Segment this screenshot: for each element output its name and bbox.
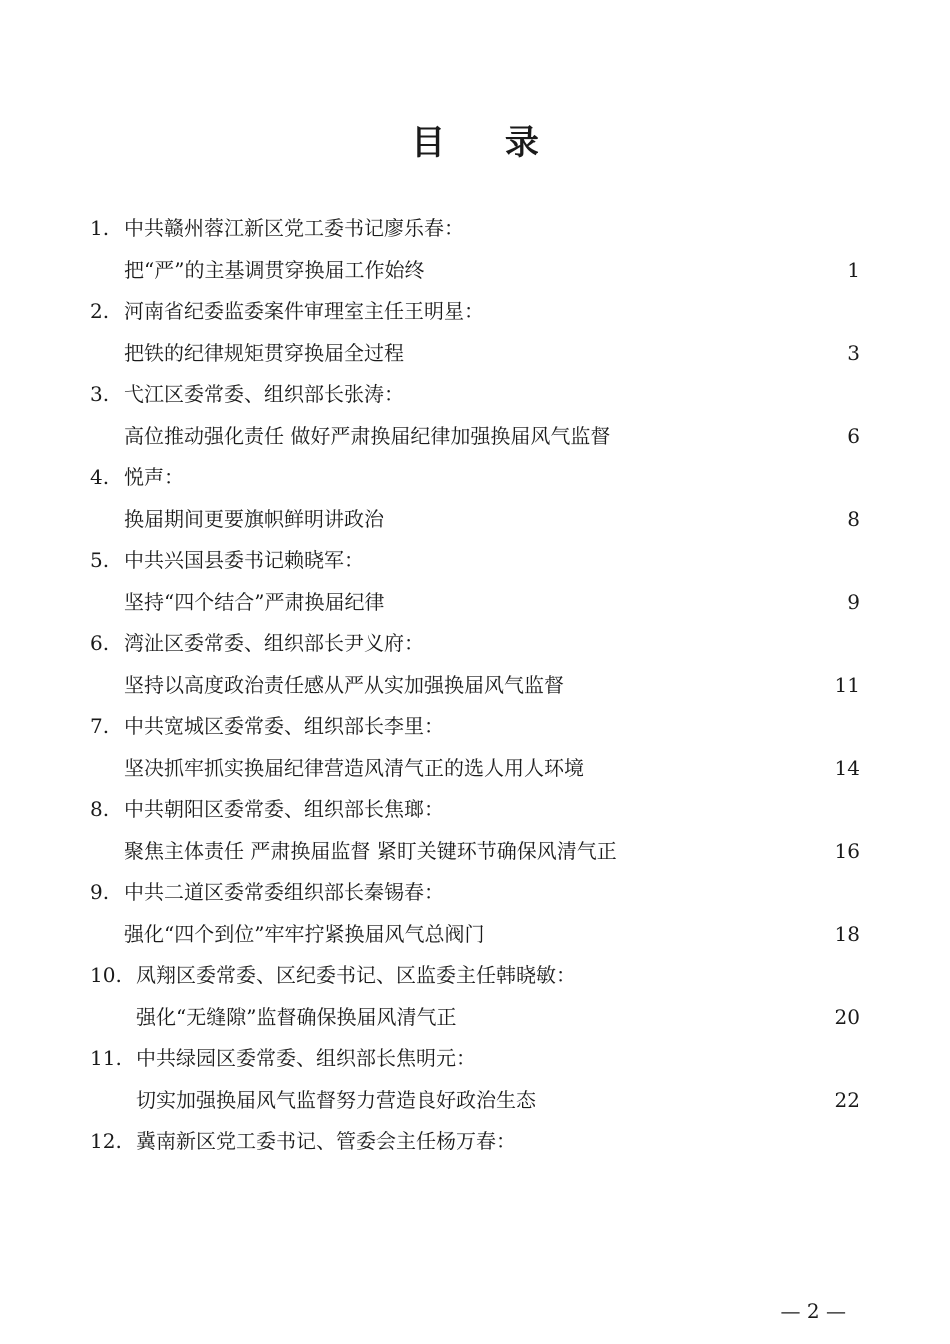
toc-entry-headline: 聚焦主体责任 严肃换届监督 紧盯关键环节确保风清气正 <box>124 839 617 863</box>
toc-entry-number: 7. <box>90 714 110 738</box>
toc-entry[interactable] <box>0 1038 950 1121</box>
toc-entry-number: 6. <box>90 631 110 655</box>
toc-entry-author <box>90 789 860 829</box>
toc-entry-author-text: 凤翔区委常委、区纪委书记、区监委主任韩晓敏： <box>136 963 576 987</box>
toc-entry-author-text: 中共二道区委常委组织部长秦锡春： <box>124 880 444 904</box>
toc-entry-headline: 坚持以高度政治责任感从严从实加强换届风气监督 <box>124 673 564 697</box>
page-number-footer: — 2 — <box>780 1299 846 1323</box>
toc-entry-headline: 切实加强换届风气监督努力营造良好政治生态 <box>136 1088 536 1112</box>
toc-entry-author-text: 弋江区委常委、组织部长张涛： <box>124 382 404 406</box>
toc-entry-page: 8 <box>847 507 860 531</box>
toc-entry-author-text: 河南省纪委监委案件审理室主任王明星： <box>124 299 484 323</box>
toc-entry-number: 9. <box>90 880 110 904</box>
toc-entry-author <box>90 706 860 746</box>
toc-entry[interactable] <box>0 457 950 540</box>
toc-entry-page: 3 <box>847 341 860 365</box>
toc-entry-author <box>90 291 860 331</box>
toc-entry-page: 16 <box>834 839 860 863</box>
toc-entry-author-text: 悦声： <box>124 465 184 489</box>
table-of-contents <box>0 208 950 1204</box>
toc-entry-number: 5. <box>90 548 110 572</box>
toc-entry-number: 2. <box>90 299 110 323</box>
toc-entry-headline: 换届期间更要旗帜鲜明讲政治 <box>124 507 384 531</box>
toc-entry-page: 22 <box>834 1088 860 1112</box>
toc-entry-author <box>90 872 860 912</box>
toc-entry-author-text: 中共宽城区委常委、组织部长李里： <box>124 714 444 738</box>
toc-entry-number: 8. <box>90 797 110 821</box>
toc-entry-author-text: 冀南新区党工委书记、管委会主任杨万春： <box>136 1129 516 1153</box>
toc-entry-author-text: 中共绿园区委常委、组织部长焦明元： <box>136 1046 476 1070</box>
toc-entry-author <box>90 623 860 663</box>
toc-entry-page: 11 <box>834 673 860 697</box>
toc-entry-author-text: 中共兴国县委书记赖晓军： <box>124 548 364 572</box>
toc-entry-page: 20 <box>834 1005 860 1029</box>
toc-entry-page: 9 <box>847 590 860 614</box>
toc-entry-page: 18 <box>834 922 860 946</box>
toc-entry[interactable] <box>0 789 950 872</box>
toc-entry-author-text: 中共赣州蓉江新区党工委书记廖乐春： <box>124 216 464 240</box>
toc-entry[interactable] <box>0 374 950 457</box>
toc-entry-headline: 坚决抓牢抓实换届纪律营造风清气正的选人用人环境 <box>124 756 584 780</box>
toc-entry[interactable] <box>0 540 950 623</box>
toc-entry-number: 4. <box>90 465 110 489</box>
toc-entry-author <box>90 1038 860 1078</box>
toc-entry-page: 14 <box>834 756 860 780</box>
toc-entry-number: 3. <box>90 382 110 406</box>
toc-entry-author-text: 湾沚区委常委、组织部长尹义府： <box>124 631 424 655</box>
toc-entry[interactable] <box>0 1121 950 1204</box>
toc-entry[interactable] <box>0 706 950 789</box>
toc-entry-number: 10. <box>90 963 122 987</box>
toc-entry-headline: 强化“四个到位”牢牢拧紧换届风气总阀门 <box>124 922 485 946</box>
toc-entry[interactable] <box>0 623 950 706</box>
toc-entry-author-text: 中共朝阳区委常委、组织部长焦瑯： <box>124 797 444 821</box>
toc-entry-headline: 强化“无缝隙”监督确保换届风清气正 <box>136 1005 457 1029</box>
toc-entry-page: 1 <box>847 258 860 282</box>
toc-entry-number: 12. <box>90 1129 122 1153</box>
toc-entry-author <box>90 208 860 248</box>
toc-entry-author <box>90 955 860 995</box>
toc-entry-headline: 高位推动强化责任 做好严肃换届纪律加强换届风气监督 <box>124 424 611 448</box>
toc-entry-author <box>90 457 860 497</box>
toc-entry[interactable] <box>0 291 950 374</box>
toc-entry-author <box>90 374 860 414</box>
toc-entry-author <box>90 540 860 580</box>
page-title: 目 录 <box>411 123 563 163</box>
toc-entry-headline <box>136 1163 860 1203</box>
toc-entry-page: 6 <box>847 424 860 448</box>
toc-entry-headline: 把“严”的主基调贯穿换届工作始终 <box>124 258 425 282</box>
toc-entry-number: 1. <box>90 216 110 240</box>
toc-entry[interactable] <box>0 955 950 1038</box>
toc-entry-headline: 坚持“四个结合”严肃换届纪律 <box>124 590 385 614</box>
toc-entry-number: 11. <box>90 1046 122 1070</box>
toc-entry-headline: 把铁的纪律规矩贯穿换届全过程 <box>124 341 404 365</box>
toc-entry-author <box>90 1121 860 1161</box>
toc-entry[interactable] <box>0 872 950 955</box>
toc-entry[interactable] <box>0 208 950 291</box>
